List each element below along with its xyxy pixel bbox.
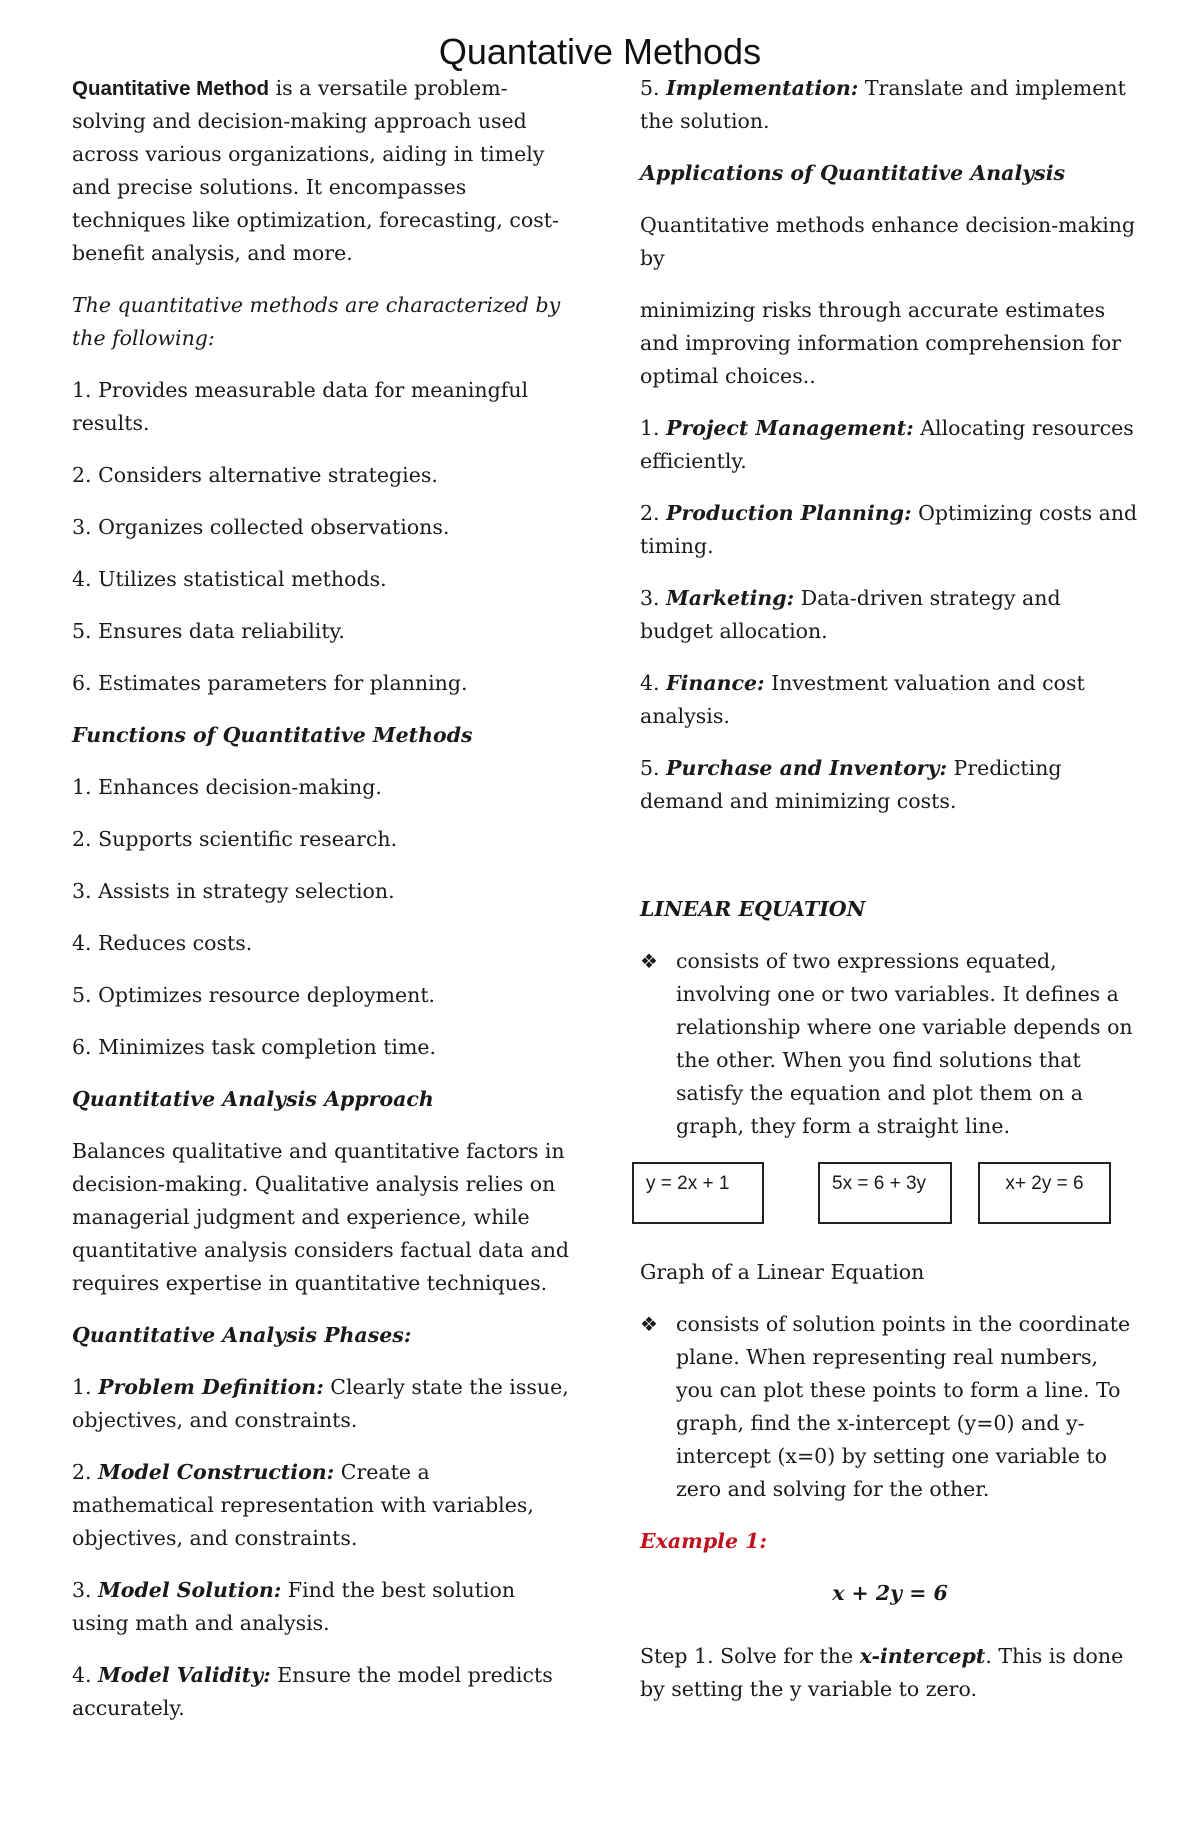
list-item: 3. Organizes collected observations. xyxy=(72,515,450,539)
phase-item xyxy=(72,1659,572,1725)
intro-paragraph xyxy=(72,72,572,270)
equation-box: x+ 2y = 6 xyxy=(978,1162,1111,1224)
phase-number: 2. xyxy=(72,1460,99,1484)
list-item: 6. Estimates parameters for planning. xyxy=(72,671,468,695)
phase-text: Translate and implement the solution. xyxy=(640,76,1126,133)
linear-equation-heading: LINEAR EQUATION xyxy=(640,897,866,921)
list-item: 5. Ensures data reliability. xyxy=(72,619,345,643)
application-term: Purchase and Inventory: xyxy=(666,756,948,780)
graph-bullet-text: consists of solution points in the coordinate plane. When representing real numbers, you can plot these points to form a line. To graph, find the x-intercept (y=0) and y-intercept (x=0) by setting one variable to zero and solving for the other. xyxy=(676,1312,1131,1501)
phase-text: Create a mathematical representation with variables, objectives, and constraints. xyxy=(72,1460,534,1550)
application-term: Finance: xyxy=(666,671,765,695)
list-item: 1. Provides measurable data for meaningful results. xyxy=(72,378,529,435)
functions-heading: Functions of Quantitative Methods xyxy=(72,723,473,747)
application-text: Predicting demand and minimizing costs. xyxy=(640,756,1062,813)
application-term: Production Planning: xyxy=(666,501,912,525)
application-item xyxy=(640,412,1140,478)
application-number: 5. xyxy=(640,756,667,780)
applications-intro: Quantitative methods enhance decision-making by xyxy=(640,213,1136,270)
example-equation: x + 2y = 6 xyxy=(832,1581,948,1605)
intro-term: Quantitative Method xyxy=(72,77,270,100)
application-text: Allocating resources efficiently. xyxy=(640,416,1134,473)
graph-heading: Graph of a Linear Equation xyxy=(640,1260,925,1284)
application-text: Optimizing costs and timing. xyxy=(640,501,1138,558)
phase-item xyxy=(640,72,1140,138)
application-number: 3. xyxy=(640,586,667,610)
application-item xyxy=(640,667,1140,733)
approach-paragraph: Balances qualitative and quantitative factors in decision-making. Qualitative analysis relies on managerial judgment and experience, while quantitative analysis considers factual data and requires expertise in quantitative techniques. xyxy=(72,1139,570,1295)
applications-intro-continued: minimizing risks through accurate estimates and improving information comprehension for optimal choices.. xyxy=(640,298,1122,388)
phase-term: Implementation: xyxy=(666,76,859,100)
application-item xyxy=(640,497,1140,563)
phase-number: 3. xyxy=(72,1578,99,1602)
step-1-suffix: . This is done by setting the y variable to zero. xyxy=(640,1644,1124,1701)
phase-term: Model Construction: xyxy=(98,1460,335,1484)
application-text: Data-driven strategy and budget allocation. xyxy=(640,586,1061,643)
step-1-term: x-intercept xyxy=(859,1644,986,1668)
application-term: Marketing: xyxy=(666,586,795,610)
characteristics-heading: The quantitative methods are characterized by the following: xyxy=(72,293,561,350)
approach-heading: Quantitative Analysis Approach xyxy=(72,1087,434,1111)
phase-term: Model Solution: xyxy=(98,1578,282,1602)
phases-heading: Quantitative Analysis Phases: xyxy=(72,1323,412,1347)
phase-item xyxy=(72,1574,572,1640)
application-term: Project Management: xyxy=(666,416,914,440)
equation-box: 5x = 6 + 3y xyxy=(818,1162,952,1224)
phase-number: 4. xyxy=(72,1663,99,1687)
phase-item xyxy=(72,1371,572,1437)
intro-text: is a versatile problem-solving and decision-making approach used across various organizations, aiding in timely and precise solutions. It encompasses techniques like optimization, forecasting, cost-benefit analysis, and more. xyxy=(72,76,559,265)
section-spacer xyxy=(640,837,1140,893)
diamond-bullet-icon: ❖ xyxy=(640,1312,658,1336)
step-1-prefix: Step 1. Solve for the xyxy=(640,1644,860,1668)
step-1 xyxy=(640,1640,1140,1706)
list-item: 2. Considers alternative strategies. xyxy=(72,463,438,487)
left-column xyxy=(72,72,572,1744)
example-label: Example 1: xyxy=(640,1529,767,1553)
phase-text: Clearly state the issue, objectives, and constraints. xyxy=(72,1375,569,1432)
application-number: 2. xyxy=(640,501,667,525)
phase-number: 5. xyxy=(640,76,667,100)
application-item xyxy=(640,752,1140,818)
list-item: 6. Minimizes task completion time. xyxy=(72,1035,437,1059)
equation-box: y = 2x + 1 xyxy=(632,1162,764,1224)
linear-bullet xyxy=(640,945,1140,1143)
list-item: 4. Utilizes statistical methods. xyxy=(72,567,387,591)
phase-number: 1. xyxy=(72,1375,99,1399)
application-text: Investment valuation and cost analysis. xyxy=(640,671,1085,728)
application-item xyxy=(640,582,1140,648)
linear-bullet-text: consists of two expressions equated, involving one or two variables. It defines a relationship where one variable depends on the other. When you find solutions that satisfy the equation and plot them on a graph, they form a straight line. xyxy=(676,949,1133,1138)
phase-item xyxy=(72,1456,572,1555)
phase-text: Ensure the model predicts accurately. xyxy=(72,1663,553,1720)
application-number: 4. xyxy=(640,671,667,695)
application-number: 1. xyxy=(640,416,667,440)
list-item: 4. Reduces costs. xyxy=(72,931,253,955)
list-item: 5. Optimizes resource deployment. xyxy=(72,983,436,1007)
list-item: 1. Enhances decision-making. xyxy=(72,775,382,799)
phase-text: Find the best solution using math and analysis. xyxy=(72,1578,516,1635)
graph-bullet xyxy=(640,1308,1140,1506)
phase-term: Problem Definition: xyxy=(98,1375,324,1399)
right-column xyxy=(640,72,1140,1725)
list-item: 3. Assists in strategy selection. xyxy=(72,879,395,903)
diamond-bullet-icon: ❖ xyxy=(640,949,658,973)
phase-term: Model Validity: xyxy=(98,1663,271,1687)
applications-heading: Applications of Quantitative Analysis xyxy=(640,161,1066,185)
page-title: Quantative Methods xyxy=(438,31,762,72)
list-item: 2. Supports scientific research. xyxy=(72,827,398,851)
equation-examples xyxy=(632,1162,1140,1232)
